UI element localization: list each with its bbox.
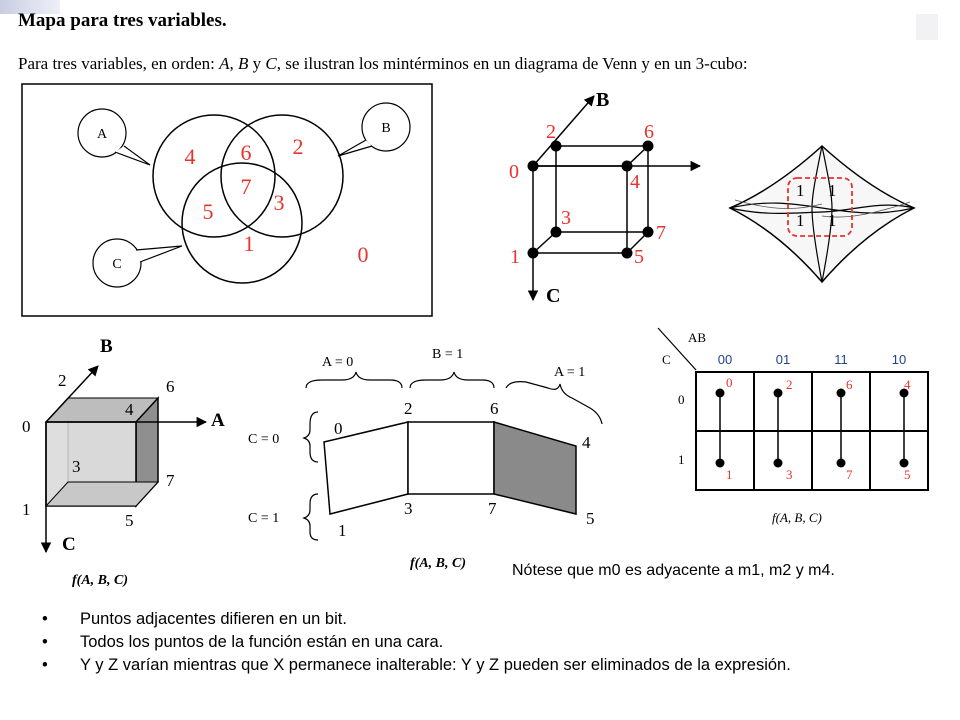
venn-m0: 0 [357, 242, 369, 267]
callout-a-label: A [96, 127, 108, 142]
cube-gray-axis-b: B [100, 336, 113, 357]
venn-m1: 1 [243, 231, 255, 256]
kmap-caption: f(A, B, C) [772, 510, 822, 525]
callout-c-label: C [112, 257, 122, 272]
page-title: Mapa para tres variables. [18, 10, 227, 31]
venn-m4: 4 [184, 144, 196, 169]
kmap-cell-3: 3 [786, 467, 793, 482]
kmap-cell-1: 1 [726, 467, 733, 482]
venn-m3: 3 [273, 190, 285, 215]
kmap-label-ab: AB [688, 330, 707, 345]
label-b1: B = 1 [432, 347, 464, 362]
strip-n7: 7 [488, 499, 497, 518]
cube-red-axis-b: B [596, 89, 610, 111]
strip-caption: f(A, B, C) [410, 556, 466, 571]
pillow-cell-4: 1 [828, 211, 837, 230]
cube-gray-axis-a: A [211, 410, 225, 431]
kmap-col-10: 10 [891, 352, 907, 367]
kmap-row-0: 0 [678, 392, 685, 407]
pillow-cell-3: 1 [796, 211, 805, 230]
kmap-cell-2: 2 [786, 377, 793, 392]
kmap-cell-0: 0 [726, 375, 733, 390]
cube-gray [22, 336, 225, 588]
kmap-label-c: C [662, 352, 671, 367]
cube-red [509, 89, 700, 307]
venn-m7: 7 [240, 174, 252, 199]
cube-gray-n4: 4 [125, 400, 134, 419]
kmap-row-1: 1 [678, 452, 685, 467]
cube-gray-n2: 2 [58, 371, 67, 390]
label-c0: C = 0 [248, 432, 280, 447]
label-a0: A = 0 [322, 355, 354, 370]
cube-gray-n5: 5 [125, 511, 134, 530]
cube-gray-n3: 3 [72, 457, 81, 476]
strip-n4: 4 [582, 433, 591, 452]
pillow-cell-2: 1 [828, 181, 837, 200]
karnaugh-map [658, 328, 928, 525]
strip-n6: 6 [490, 399, 499, 418]
pillow-shape [730, 146, 914, 282]
cube-gray-n1: 1 [22, 500, 31, 519]
kmap-cell-4: 4 [904, 377, 911, 392]
cube-red-axis-c: C [546, 285, 561, 307]
strip-n0: 0 [334, 419, 343, 438]
bullet-item: • Todos los puntos de la función están en una cara. [40, 631, 944, 654]
cube-red-n6: 6 [644, 121, 654, 143]
bullet-item: • Puntos adjacentes difieren en un bit. [40, 608, 944, 631]
venn-m2: 2 [292, 134, 304, 159]
adjacency-note: Nótese que m0 es adyacente a m1, m2 y m4. [512, 562, 835, 579]
cube-red-n5: 5 [634, 246, 644, 268]
bullet-item: • Y y Z varían mientras que X permanece inalterable: Y y Z pueden ser eliminados de la expresión. [40, 654, 944, 677]
kmap-cell-5: 5 [904, 467, 911, 482]
label-c1: C = 1 [248, 511, 280, 526]
cube-red-n7: 7 [656, 222, 666, 244]
strip-n1: 1 [338, 521, 347, 540]
bullet-list [40, 608, 944, 677]
kmap-col-11: 11 [834, 352, 848, 367]
strip-n2: 2 [404, 399, 413, 418]
cube-red-n4: 4 [630, 171, 640, 193]
cube-gray-n7: 7 [166, 471, 175, 490]
cube-gray-axis-c: C [62, 534, 76, 555]
kmap-cell-7: 7 [846, 467, 853, 482]
venn-m5: 5 [202, 199, 214, 224]
unfolded-strip [248, 347, 602, 571]
pillow-cell-1: 1 [796, 181, 805, 200]
cube-gray-n6: 6 [166, 377, 175, 396]
kmap-col-01: 01 [775, 352, 791, 367]
venn-diagram [22, 84, 432, 316]
kmap-cell-6: 6 [846, 377, 853, 392]
venn-m6: 6 [240, 140, 252, 165]
cube-red-n0: 0 [509, 161, 519, 183]
callout-b-label: B [381, 121, 391, 136]
kmap-col-00: 00 [717, 352, 733, 367]
intro-text: Para tres variables, en orden: A, B y C, se ilustran los mintérminos en un diagrama de Venn y en un 3-cubo: [18, 54, 748, 73]
strip-n3: 3 [404, 499, 413, 518]
cube-red-n1: 1 [510, 246, 520, 268]
strip-n5: 5 [586, 509, 595, 528]
cube-gray-caption: f(A, B, C) [72, 573, 128, 588]
cube-gray-n0: 0 [22, 417, 31, 436]
cube-red-n3: 3 [561, 207, 571, 229]
cube-red-n2: 2 [546, 121, 556, 143]
label-a1: A = 1 [554, 365, 586, 380]
